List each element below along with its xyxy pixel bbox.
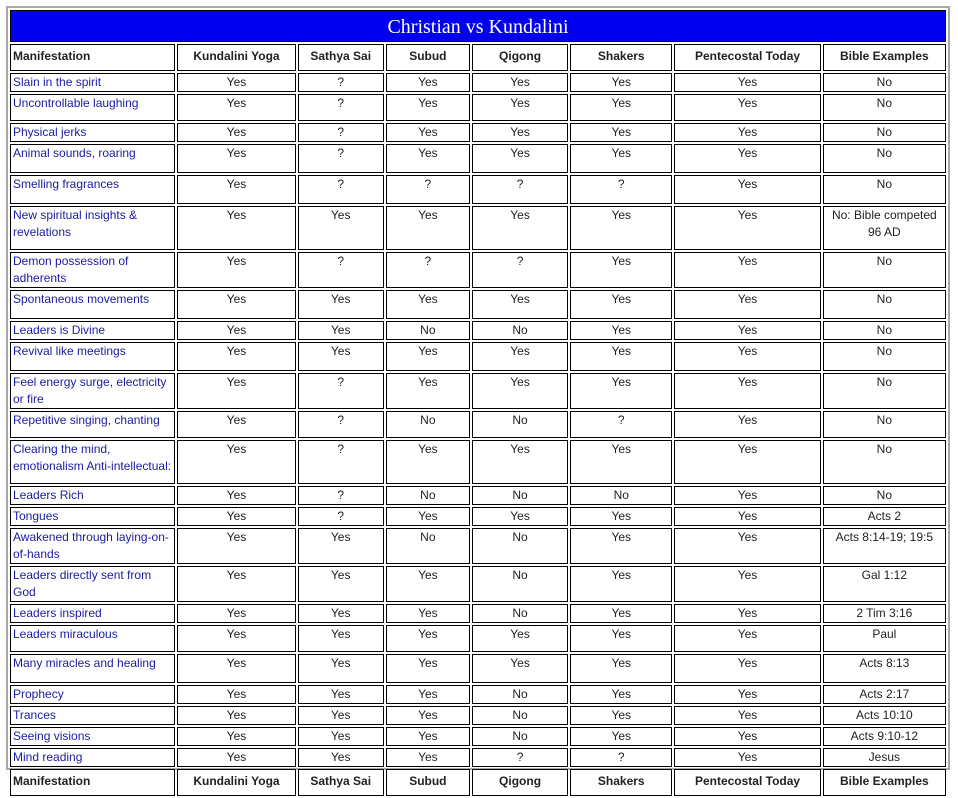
manifestation-cell: Many miracles and healing <box>10 654 175 683</box>
value-cell: Yes <box>177 748 295 767</box>
value-cell: No <box>823 486 946 505</box>
manifestation-cell: Mind reading <box>10 748 175 767</box>
table-row <box>10 566 946 602</box>
value-cell: Yes <box>570 507 672 526</box>
value-cell: Yes <box>570 566 672 602</box>
value-cell: Yes <box>472 507 568 526</box>
value-cell: Yes <box>472 654 568 683</box>
value-cell: Yes <box>177 94 295 121</box>
table-row <box>10 342 946 371</box>
value-cell: Yes <box>472 373 568 409</box>
value-cell: Yes <box>570 206 672 250</box>
value-cell: Yes <box>570 685 672 704</box>
manifestation-cell: Tongues <box>10 507 175 526</box>
table-row <box>10 440 946 484</box>
value-cell: Yes <box>570 604 672 623</box>
value-cell: Yes <box>674 94 820 121</box>
table-row <box>10 73 946 92</box>
value-cell: Yes <box>674 486 820 505</box>
manifestation-cell: Leaders Rich <box>10 486 175 505</box>
value-cell: Yes <box>386 144 470 173</box>
value-cell: Yes <box>674 373 820 409</box>
footer-header-pentecostal-today: Pentecostal Today <box>674 769 820 796</box>
value-cell: ? <box>298 373 384 409</box>
value-cell: Yes <box>570 440 672 484</box>
value-cell: Yes <box>386 373 470 409</box>
value-cell: No <box>472 321 568 340</box>
manifestation-cell: Clearing the mind, emotionalism Anti-intellectual: <box>10 440 175 484</box>
value-cell: No <box>823 175 946 204</box>
value-cell: Yes <box>298 654 384 683</box>
value-cell: Yes <box>570 706 672 725</box>
table-row <box>10 528 946 564</box>
value-cell: No <box>472 685 568 704</box>
value-cell: Yes <box>674 727 820 746</box>
value-cell: Yes <box>674 654 820 683</box>
value-cell: Yes <box>177 528 295 564</box>
value-cell: Yes <box>674 321 820 340</box>
comparison-table <box>8 8 948 798</box>
value-cell: Yes <box>177 507 295 526</box>
value-cell: Yes <box>472 73 568 92</box>
value-cell: ? <box>386 175 470 204</box>
table-row <box>10 123 946 142</box>
value-cell: Yes <box>386 73 470 92</box>
value-cell: No <box>823 321 946 340</box>
value-cell: Yes <box>298 727 384 746</box>
value-cell: ? <box>298 486 384 505</box>
table-row <box>10 94 946 121</box>
value-cell: Yes <box>177 727 295 746</box>
value-cell: ? <box>298 144 384 173</box>
value-cell: Yes <box>177 123 295 142</box>
value-cell: Yes <box>570 290 672 319</box>
value-cell: Yes <box>177 206 295 250</box>
value-cell: ? <box>570 748 672 767</box>
value-cell: No <box>823 73 946 92</box>
table-body <box>10 73 946 767</box>
value-cell: No <box>823 144 946 173</box>
value-cell: Yes <box>386 706 470 725</box>
value-cell: Yes <box>298 566 384 602</box>
value-cell: No <box>472 566 568 602</box>
column-header-subud: Subud <box>386 44 470 71</box>
value-cell: Yes <box>674 440 820 484</box>
value-cell: Yes <box>386 94 470 121</box>
comparison-table-frame <box>6 6 950 788</box>
value-cell: Yes <box>674 748 820 767</box>
table-row <box>10 685 946 704</box>
value-cell: No <box>823 440 946 484</box>
value-cell: Yes <box>674 507 820 526</box>
value-cell: No <box>472 727 568 746</box>
value-cell: No <box>570 486 672 505</box>
value-cell: Yes <box>674 144 820 173</box>
column-header-pentecostal-today: Pentecostal Today <box>674 44 820 71</box>
value-cell: Yes <box>674 528 820 564</box>
value-cell: Yes <box>386 206 470 250</box>
footer-header-qigong: Qigong <box>472 769 568 796</box>
value-cell: Yes <box>674 604 820 623</box>
value-cell: Gal 1:12 <box>823 566 946 602</box>
value-cell: No: Bible competed 96 AD <box>823 206 946 250</box>
value-cell: Yes <box>386 654 470 683</box>
column-header-sathya-sai: Sathya Sai <box>298 44 384 71</box>
manifestation-cell: Slain in the spirit <box>10 73 175 92</box>
value-cell: No <box>386 528 470 564</box>
value-cell: Acts 8:13 <box>823 654 946 683</box>
value-cell: No <box>823 252 946 288</box>
value-cell: ? <box>298 175 384 204</box>
value-cell: Yes <box>472 144 568 173</box>
value-cell: Yes <box>472 625 568 652</box>
value-cell: ? <box>570 175 672 204</box>
value-cell: Yes <box>674 685 820 704</box>
value-cell: Yes <box>570 94 672 121</box>
manifestation-cell: Prophecy <box>10 685 175 704</box>
manifestation-cell: Revival like meetings <box>10 342 175 371</box>
value-cell: Yes <box>177 486 295 505</box>
column-header-kundalini-yoga: Kundalini Yoga <box>177 44 295 71</box>
manifestation-cell: Uncontrollable laughing <box>10 94 175 121</box>
value-cell: Yes <box>570 73 672 92</box>
value-cell: Acts 10:10 <box>823 706 946 725</box>
value-cell: Yes <box>298 625 384 652</box>
value-cell: Yes <box>386 625 470 652</box>
footer-header-subud: Subud <box>386 769 470 796</box>
value-cell: Yes <box>298 528 384 564</box>
value-cell: Paul <box>823 625 946 652</box>
value-cell: Yes <box>177 373 295 409</box>
value-cell: 2 Tim 3:16 <box>823 604 946 623</box>
manifestation-cell: New spiritual insights & revelations <box>10 206 175 250</box>
value-cell: No <box>472 604 568 623</box>
value-cell: No <box>472 528 568 564</box>
value-cell: Yes <box>674 206 820 250</box>
value-cell: No <box>386 411 470 438</box>
value-cell: ? <box>298 411 384 438</box>
value-cell: No <box>386 321 470 340</box>
value-cell: No <box>823 411 946 438</box>
value-cell: ? <box>298 252 384 288</box>
table-row <box>10 507 946 526</box>
value-cell: Yes <box>177 321 295 340</box>
value-cell: Yes <box>674 566 820 602</box>
value-cell: ? <box>386 252 470 288</box>
value-cell: Yes <box>570 727 672 746</box>
table-row <box>10 706 946 725</box>
table-row <box>10 144 946 173</box>
value-cell: Yes <box>472 94 568 121</box>
value-cell: ? <box>298 73 384 92</box>
value-cell: Yes <box>570 252 672 288</box>
value-cell: No <box>472 706 568 725</box>
value-cell: Yes <box>298 321 384 340</box>
manifestation-cell: Demon possession of adherents <box>10 252 175 288</box>
value-cell: No <box>823 94 946 121</box>
value-cell: Yes <box>386 440 470 484</box>
value-cell: Yes <box>386 604 470 623</box>
manifestation-cell: Spontaneous movements <box>10 290 175 319</box>
manifestation-cell: Physical jerks <box>10 123 175 142</box>
value-cell: Yes <box>177 685 295 704</box>
value-cell: Yes <box>177 73 295 92</box>
value-cell: Yes <box>386 727 470 746</box>
value-cell: Yes <box>177 252 295 288</box>
value-cell: Jesus <box>823 748 946 767</box>
value-cell: No <box>386 486 470 505</box>
value-cell: No <box>472 411 568 438</box>
value-cell: Acts 2 <box>823 507 946 526</box>
value-cell: Yes <box>674 73 820 92</box>
value-cell: Yes <box>674 290 820 319</box>
value-cell: Yes <box>674 706 820 725</box>
value-cell: ? <box>472 175 568 204</box>
value-cell: Yes <box>570 625 672 652</box>
value-cell: Yes <box>674 411 820 438</box>
value-cell: Yes <box>386 566 470 602</box>
table-row <box>10 252 946 288</box>
value-cell: Acts 2:17 <box>823 685 946 704</box>
value-cell: Yes <box>472 342 568 371</box>
value-cell: Yes <box>570 123 672 142</box>
value-cell: No <box>823 290 946 319</box>
table-row <box>10 373 946 409</box>
value-cell: ? <box>298 440 384 484</box>
value-cell: Yes <box>298 206 384 250</box>
table-row <box>10 748 946 767</box>
footer-header-bible-examples: Bible Examples <box>823 769 946 796</box>
manifestation-cell: Feel energy surge, electricity or fire <box>10 373 175 409</box>
value-cell: Yes <box>298 748 384 767</box>
value-cell: Yes <box>386 748 470 767</box>
value-cell: Yes <box>674 123 820 142</box>
value-cell: Yes <box>177 290 295 319</box>
value-cell: ? <box>298 123 384 142</box>
value-cell: Yes <box>386 342 470 371</box>
table-row <box>10 654 946 683</box>
value-cell: Yes <box>177 654 295 683</box>
table-row <box>10 290 946 319</box>
table-row <box>10 486 946 505</box>
value-cell: ? <box>298 507 384 526</box>
value-cell: Yes <box>674 625 820 652</box>
table-row <box>10 604 946 623</box>
table-row <box>10 411 946 438</box>
value-cell: Yes <box>177 625 295 652</box>
value-cell: Yes <box>177 706 295 725</box>
footer-header-row <box>10 769 946 796</box>
footer-header-sathya-sai: Sathya Sai <box>298 769 384 796</box>
value-cell: Yes <box>177 144 295 173</box>
value-cell: Yes <box>177 175 295 204</box>
value-cell: Yes <box>386 123 470 142</box>
footer-header-manifestation: Manifestation <box>10 769 175 796</box>
column-header-manifestation: Manifestation <box>10 44 175 71</box>
value-cell: ? <box>472 252 568 288</box>
value-cell: No <box>472 486 568 505</box>
manifestation-cell: Repetitive singing, chanting <box>10 411 175 438</box>
value-cell: Yes <box>570 528 672 564</box>
value-cell: Yes <box>177 604 295 623</box>
table-row <box>10 321 946 340</box>
table-title: Christian vs Kundalini <box>10 10 946 42</box>
manifestation-cell: Leaders is Divine <box>10 321 175 340</box>
value-cell: Yes <box>570 654 672 683</box>
value-cell: Yes <box>298 685 384 704</box>
value-cell: ? <box>472 748 568 767</box>
column-header-shakers: Shakers <box>570 44 672 71</box>
table-row <box>10 727 946 746</box>
value-cell: Yes <box>386 685 470 704</box>
value-cell: Yes <box>570 342 672 371</box>
value-cell: Yes <box>177 342 295 371</box>
value-cell: Yes <box>298 290 384 319</box>
table-row <box>10 206 946 250</box>
manifestation-cell: Seeing visions <box>10 727 175 746</box>
value-cell: ? <box>570 411 672 438</box>
value-cell: Acts 8:14-19; 19:5 <box>823 528 946 564</box>
value-cell: Yes <box>298 706 384 725</box>
value-cell: Yes <box>177 411 295 438</box>
manifestation-cell: Leaders inspired <box>10 604 175 623</box>
value-cell: ? <box>298 94 384 121</box>
value-cell: Yes <box>386 290 470 319</box>
manifestation-cell: Awakened through laying-on-of-hands <box>10 528 175 564</box>
value-cell: No <box>823 373 946 409</box>
value-cell: No <box>823 342 946 371</box>
manifestation-cell: Trances <box>10 706 175 725</box>
value-cell: Yes <box>177 566 295 602</box>
value-cell: Yes <box>674 252 820 288</box>
footer-header-kundalini-yoga: Kundalini Yoga <box>177 769 295 796</box>
value-cell: Yes <box>674 175 820 204</box>
value-cell: Yes <box>472 206 568 250</box>
manifestation-cell: Smelling fragrances <box>10 175 175 204</box>
value-cell: Yes <box>570 321 672 340</box>
manifestation-cell: Leaders miraculous <box>10 625 175 652</box>
table-row <box>10 625 946 652</box>
value-cell: Yes <box>472 440 568 484</box>
value-cell: Acts 9:10-12 <box>823 727 946 746</box>
value-cell: Yes <box>298 604 384 623</box>
column-header-bible-examples: Bible Examples <box>823 44 946 71</box>
value-cell: Yes <box>298 342 384 371</box>
footer-header-shakers: Shakers <box>570 769 672 796</box>
value-cell: Yes <box>570 144 672 173</box>
column-header-qigong: Qigong <box>472 44 568 71</box>
value-cell: Yes <box>570 373 672 409</box>
table-row <box>10 175 946 204</box>
value-cell: Yes <box>472 123 568 142</box>
header-row <box>10 44 946 71</box>
value-cell: Yes <box>386 507 470 526</box>
manifestation-cell: Leaders directly sent from God <box>10 566 175 602</box>
value-cell: Yes <box>177 440 295 484</box>
value-cell: Yes <box>674 342 820 371</box>
value-cell: Yes <box>472 290 568 319</box>
manifestation-cell: Animal sounds, roaring <box>10 144 175 173</box>
value-cell: No <box>823 123 946 142</box>
